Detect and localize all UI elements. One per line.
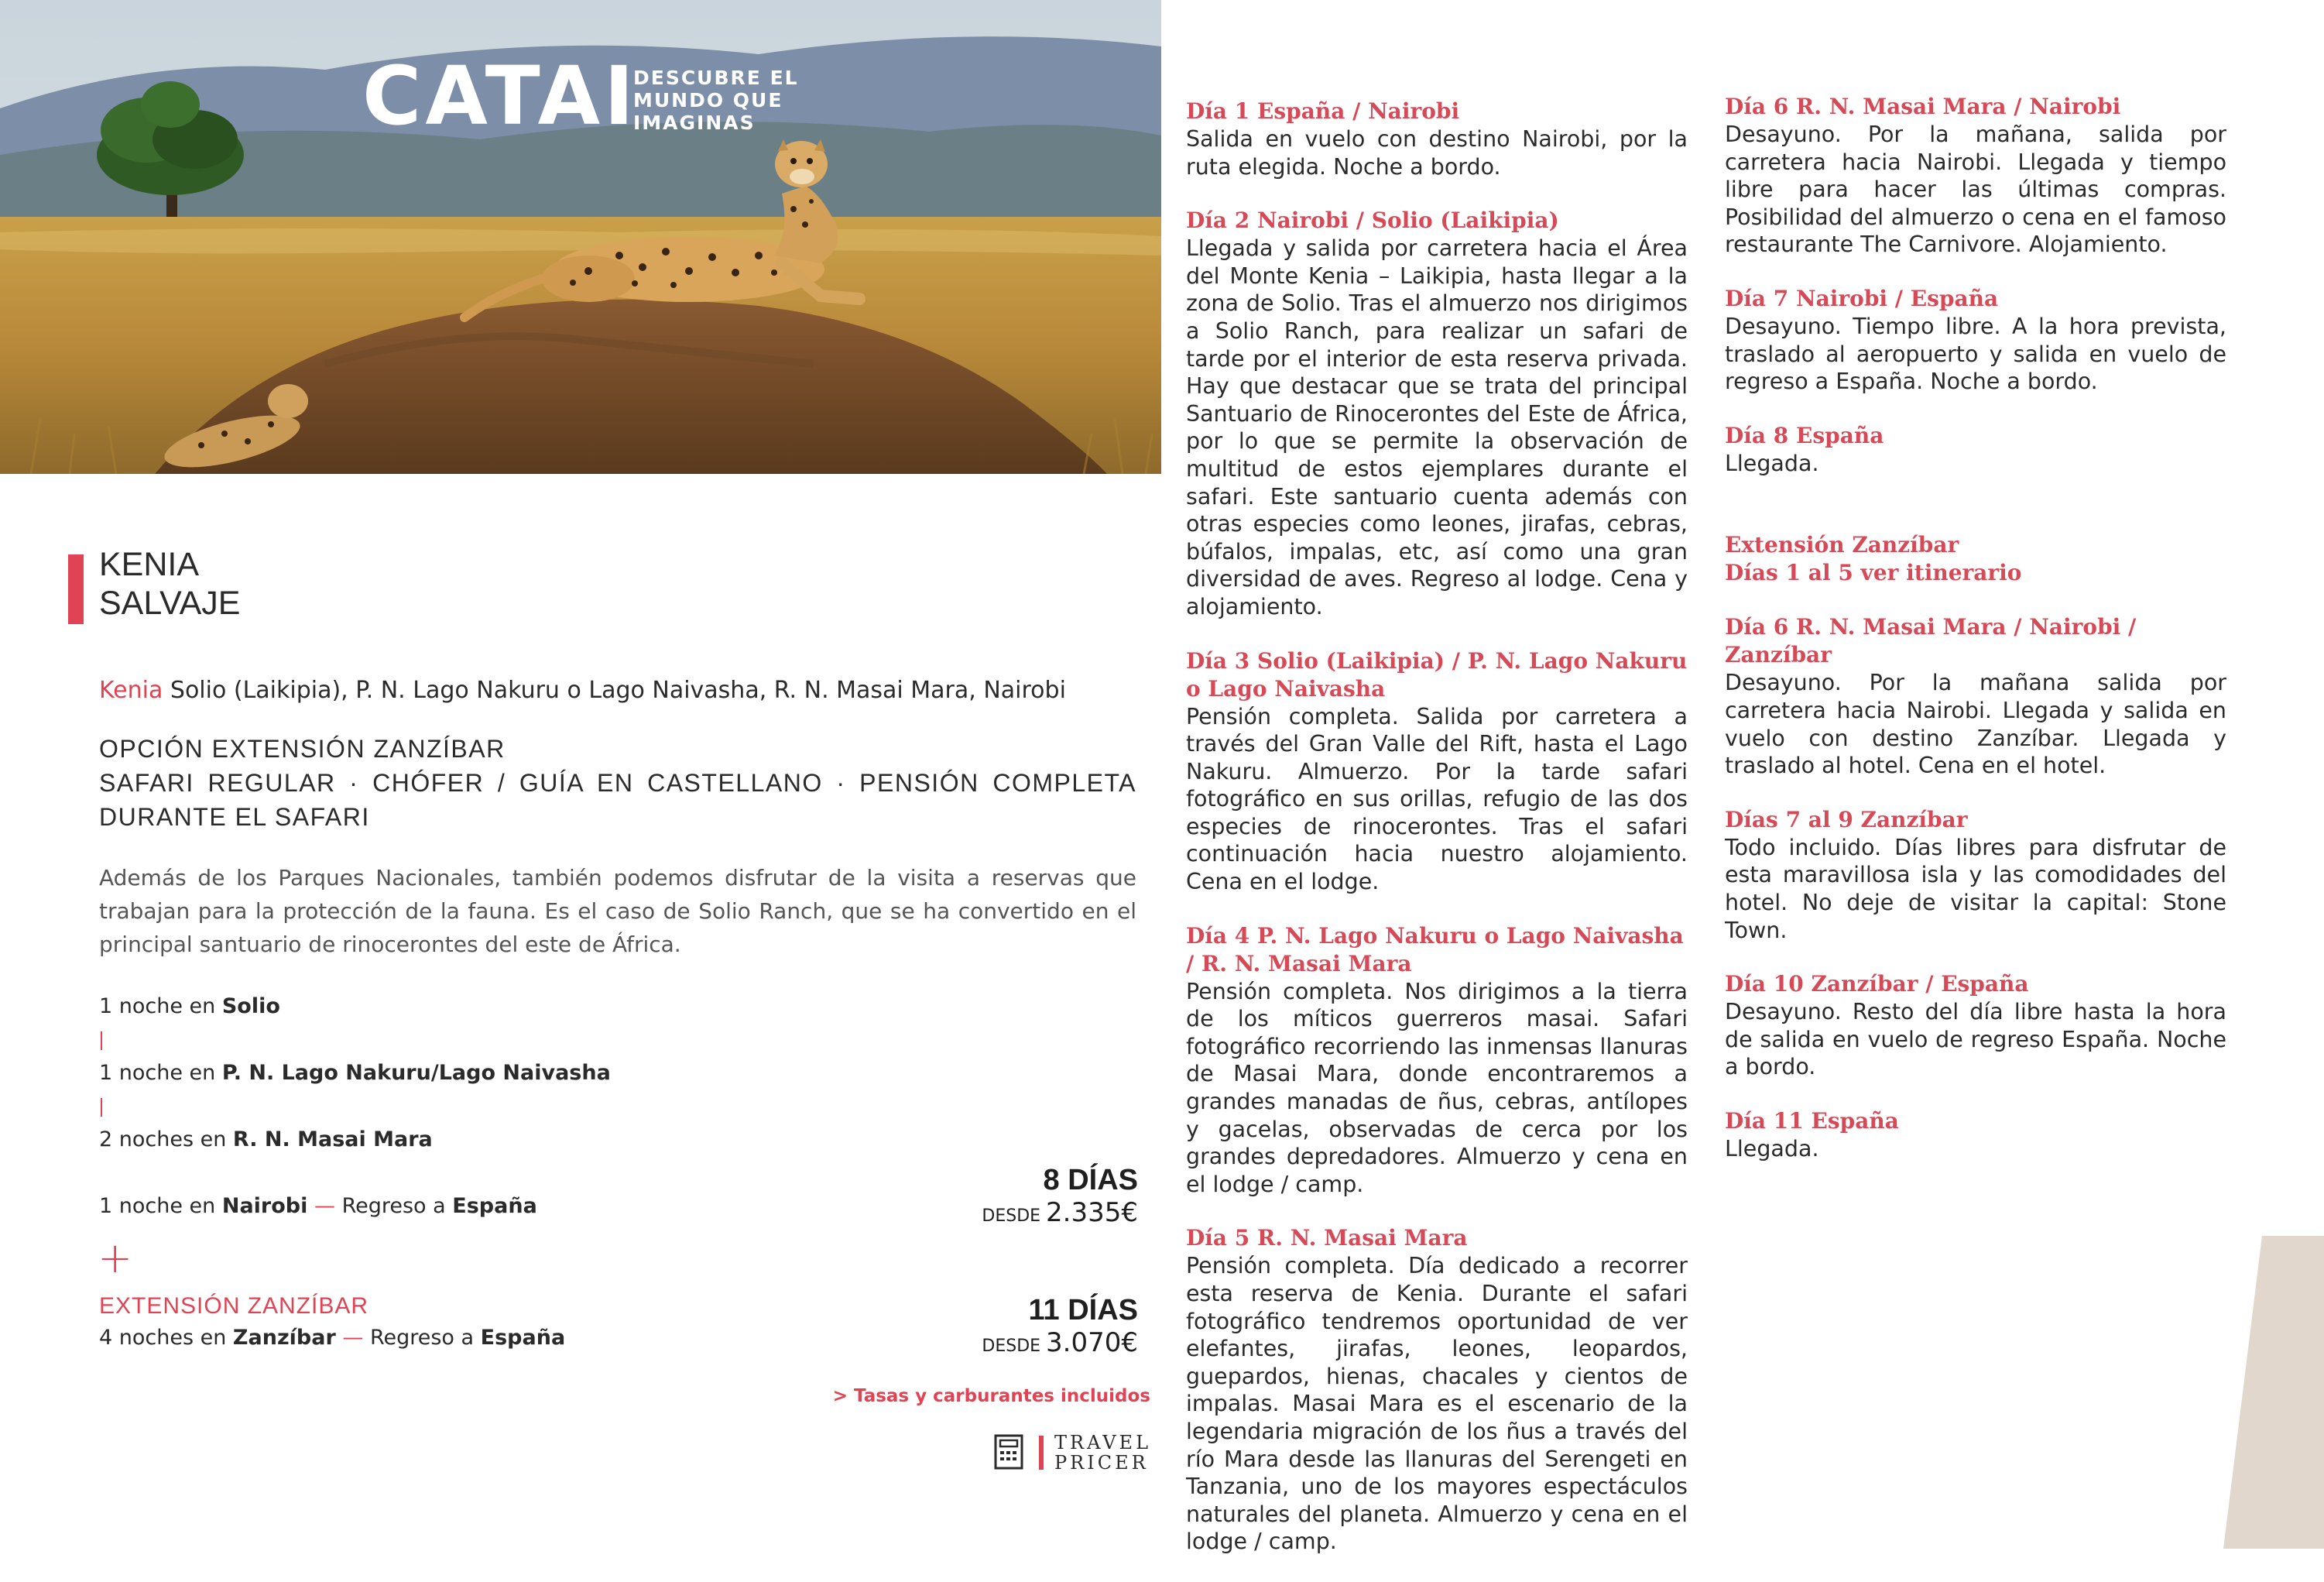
- day-heading: Día 10 Zanzíbar / España: [1725, 971, 2029, 997]
- extension-stay: 4 noches en Zanzíbar — Regreso a España: [99, 1326, 566, 1350]
- stay-separator: [101, 1098, 102, 1117]
- itinerary-day: [1186, 207, 1688, 620]
- stay-item: 1 noche en Solio: [99, 994, 280, 1018]
- trip-features: [99, 732, 1136, 834]
- day-heading: Día 1 España / Nairobi: [1186, 98, 1460, 124]
- day-text: Desayuno. Por la mañana, salida por carretera hacia Nairobi. Llegada y tiempo libre para hacer las últimas compras. Posibilidad del almuerzo o cena en el famoso restaurante The Carnivore. Alojamiento.: [1725, 122, 2226, 258]
- brand-logo: CATAI: [362, 49, 638, 143]
- travel-pricer-logo: TRAVEL PRICER: [1054, 1432, 1152, 1474]
- travel-pricer-bar: [1039, 1436, 1044, 1470]
- day-heading: Días 7 al 9 Zanzíbar: [1725, 806, 1968, 832]
- itinerary-day: [1186, 647, 1688, 896]
- day-text: Pensión completa. Día dedicado a recorrer esta reserva de Kenia. Durante el safari fotográfico tendremos oportunidad de ver elefantes, jirafas, leones, leopardos, guepardos, hienas, chacales y cientos de impalas. Masai Mara es el escenario de la legendaria migración de los ñus a través del río Mara desde las llanuras del Serengeti en Tanzania, uno de los mayores espectáculos naturales del planeta. Almuerzo y cena en el lodge / camp.: [1186, 1253, 1688, 1555]
- price-11-days: 11 DÍAS DESDE 3.070€: [982, 1294, 1138, 1358]
- trip-route: [99, 677, 1152, 704]
- day-text: Pensión completa. Salida por carretera a través del Gran Valle del Rift, hasta el Lago Nakuru. Almuerzo. Por la tarde safari fotográfico en sus orillas, refugio de las dos especies de rinocerontes. Tras el safari continuación hacia nuestro alojamiento. Cena en el lodge.: [1186, 703, 1688, 895]
- trip-title: KENIA SALVAJE: [99, 546, 241, 622]
- title-accent-bar: [68, 554, 84, 624]
- itinerary-day: [1725, 806, 2226, 944]
- feature-safari: SAFARI REGULAR · CHÓFER / GUÍA EN CASTELLANO · PENSIÓN COMPLETA: [99, 769, 1136, 797]
- day-text: Desayuno. Tiempo libre. A la hora prevista, traslado al aeropuerto y salida en vuelo de regreso a España. Noche a bordo.: [1725, 313, 2226, 395]
- stay-item: 2 noches en R. N. Masai Mara: [99, 1127, 433, 1151]
- brand-tagline: DESCUBRE EL MUNDO QUE IMAGINAS: [633, 67, 799, 134]
- day-heading: Día 8 España: [1725, 422, 1884, 448]
- feature-safari-cont: DURANTE EL SAFARI: [99, 803, 370, 831]
- day-heading: Día 5 R. N. Masai Mara: [1186, 1225, 1468, 1251]
- feature-extension: OPCIÓN EXTENSIÓN ZANZÍBAR: [99, 735, 506, 763]
- day-text: Pensión completa. Nos dirigimos a la tierra de los míticos guerreros masai. Safari fotográfico recorriendo las inmensas llanuras de Masai Mara, donde encontraremos a grandes manadas de ñus, cebras, antílopes y gacelas, observadas de cerca por los grandes depredadores. Almuerzo y cena en el lodge / camp.: [1186, 978, 1688, 1197]
- route-places: Solio (Laikipia), P. N. Lago Nakuru o Lago Naivasha, R. N. Masai Mara, Nairobi: [163, 677, 1066, 704]
- itinerary-day: [1725, 285, 2226, 396]
- itinerary-column-1: [1186, 98, 1688, 1582]
- day-heading: Día 6 R. N. Masai Mara / Nairobi / Zanzíbar: [1725, 614, 2137, 668]
- day-heading: Día 7 Nairobi / España: [1725, 285, 1999, 311]
- itinerary-day: [1725, 422, 2226, 478]
- extension-heading: [1725, 531, 2226, 587]
- calculator-icon: [994, 1434, 1023, 1470]
- itinerary-day: [1186, 1224, 1688, 1556]
- day-heading: Día 11 España: [1725, 1107, 1899, 1134]
- day-text: Llegada y salida por carretera hacia el Área del Monte Kenia – Laikipia, hasta llegar a la zona de Solio. Tras el almuerzo nos dirigimos a Solio Ranch, para realizar un safari de tarde por el interior de esta reserva privada. Hay que destacar que se trata del principal Santuario de Rinocerontes del Este de África, por lo que se permite la observación de multitud de estos ejemplares durante el safari. Este santuario cuenta además con otras especies como leones, jirafas, cebras, búfalos, impalas, etc, así como una gran diversidad de aves. Regreso al lodge. Cena y alojamiento.: [1186, 235, 1688, 619]
- day-text: Llegada.: [1725, 1135, 1819, 1162]
- decorative-corner-shape: [2223, 1236, 2324, 1549]
- extension-label: EXTENSIÓN ZANZÍBAR: [99, 1293, 369, 1319]
- day-text: Desayuno. Resto del día libre hasta la hora de salida en vuelo de regreso España. Noche a bordo.: [1725, 999, 2226, 1080]
- route-country: Kenia: [99, 677, 163, 704]
- price-8-days: 8 DÍAS DESDE 2.335€: [982, 1164, 1138, 1228]
- stay-separator: [101, 1031, 102, 1050]
- day-heading: Día 6 R. N. Masai Mara / Nairobi: [1725, 94, 2121, 119]
- stay-item: 1 noche en P. N. Lago Nakuru/Lago Naivasha: [99, 1061, 611, 1085]
- day-heading: Extensión Zanzíbar Días 1 al 5 ver itinerario: [1725, 532, 2022, 586]
- itinerary-day: [1725, 1107, 2226, 1163]
- stay-item: 1 noche en Nairobi — Regreso a España: [99, 1194, 537, 1218]
- day-text: Salida en vuelo con destino Nairobi, por la ruta elegida. Noche a bordo.: [1186, 126, 1688, 180]
- itinerary-column-2: [1725, 93, 2226, 1189]
- itinerary-day: [1725, 93, 2226, 259]
- taxes-included-link[interactable]: > Tasas y carburantes incluidos: [832, 1386, 1150, 1406]
- day-text: Desayuno. Por la mañana salida por carretera hacia Nairobi. Llegada y salida en vuelo con destino Zanzíbar. Llegada y traslado al hotel. Cena en el hotel.: [1725, 670, 2226, 779]
- day-text: Llegada.: [1725, 450, 1819, 476]
- day-heading: Día 4 P. N. Lago Nakuru o Lago Naivasha / R. N. Masai Mara: [1186, 922, 1684, 976]
- itinerary-day: [1725, 970, 2226, 1081]
- trip-intro: Además de los Parques Nacionales, también podemos disfrutar de la visita a reservas que trabajan para la protección de la fauna. Es el caso de Solio Ranch, que se ha convertido en el principal santuario de rinocerontes del este de África.: [99, 865, 1136, 957]
- day-heading: Día 2 Nairobi / Solio (Laikipia): [1186, 208, 1559, 234]
- itinerary-day: [1186, 922, 1688, 1199]
- itinerary-day: [1725, 613, 2226, 779]
- itinerary-day: [1186, 98, 1688, 180]
- day-text: Todo incluido. Días libres para disfrutar de esta maravillosa isla y las comodidades del hotel. No deje de visitar la capital: Stone Town.: [1725, 834, 2226, 943]
- day-heading: Día 3 Solio (Laikipia) / P. N. Lago Nakuru o Lago Naivasha: [1186, 647, 1688, 702]
- plus-icon: +: [98, 1234, 133, 1282]
